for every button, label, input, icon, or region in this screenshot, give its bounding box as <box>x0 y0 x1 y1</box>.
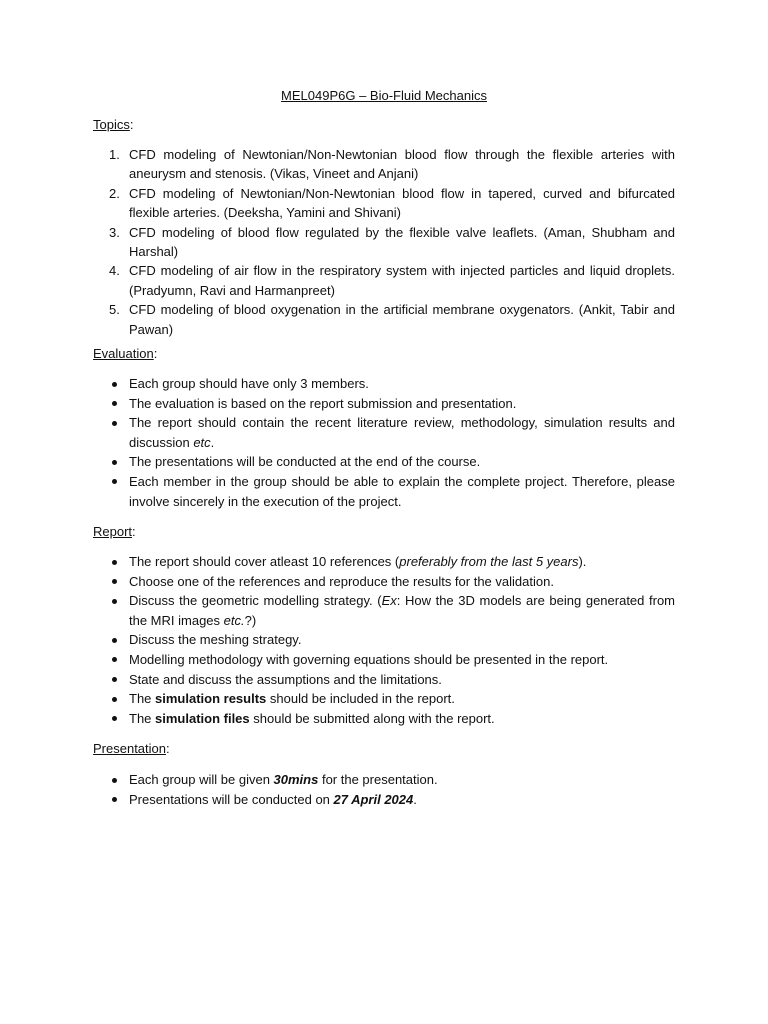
bullet-icon <box>112 401 117 406</box>
topic-text: CFD modeling of Newtonian/Non-Newtonian blood flow in tapered, curved and bifurcated flexible arteries. (Deeksha, Yamini and Shivani) <box>129 185 675 221</box>
report-item <box>93 552 675 572</box>
presentation-text: . <box>413 791 417 807</box>
bullet-icon <box>112 460 117 465</box>
topic-number: 3. <box>109 224 120 240</box>
presentation-text: Presentations will be conducted on <box>129 791 334 807</box>
evaluation-list <box>93 374 675 511</box>
evaluation-text: . <box>210 434 215 450</box>
bullet-icon <box>112 421 117 426</box>
topic-number: 4. <box>109 263 120 279</box>
bullet-icon <box>112 778 117 783</box>
topic-item <box>93 184 675 223</box>
evaluation-item <box>93 413 675 452</box>
report-text: ?) <box>244 612 257 628</box>
bullet-icon <box>112 599 117 604</box>
evaluation-item <box>93 472 675 511</box>
presentation-text-bold-italic: 30mins <box>273 772 319 787</box>
presentation-heading: Presentation: <box>93 741 170 756</box>
report-text: The <box>129 710 156 726</box>
evaluation-text-italic: etc <box>193 434 211 450</box>
topic-text: CFD modeling of blood flow regulated by the flexible valve leaflets. (Aman, Shubham and Harshal) <box>129 224 675 260</box>
report-text: should be included in the report. <box>266 691 455 707</box>
report-text: : How the 3D models are being generated from the MRI images <box>129 593 675 628</box>
topic-item <box>93 261 675 300</box>
report-text-italic: Ex <box>381 593 397 609</box>
report-item <box>93 670 675 690</box>
evaluation-text: The presentations will be conducted at the end of the course. <box>129 454 481 470</box>
presentation-text: for the presentation. <box>318 772 438 787</box>
evaluation-text: The report should contain the recent literature review, methodology, simulation results and discussion <box>129 415 675 450</box>
report-item <box>93 650 675 670</box>
bullet-icon <box>112 697 117 702</box>
topics-heading-text: Topics <box>93 117 130 132</box>
report-text: ). <box>578 554 587 569</box>
report-list <box>93 552 675 728</box>
report-text: State and discuss the assumptions and the limitations. <box>129 671 442 687</box>
report-text-bold: simulation results <box>155 691 267 707</box>
report-text: Discuss the meshing strategy. <box>129 632 302 648</box>
topic-number: 1. <box>109 147 120 162</box>
presentation-text-bold-italic: 27 April 2024 <box>333 791 414 807</box>
report-text-bold: simulation files <box>155 710 250 726</box>
bullet-icon <box>112 657 117 662</box>
report-item <box>93 689 675 709</box>
report-text: Discuss the geometric modelling strategy. ( <box>129 593 382 609</box>
bullet-icon <box>112 560 117 565</box>
bullet-icon <box>112 479 117 484</box>
presentation-item <box>93 770 675 790</box>
report-item <box>93 709 675 729</box>
document-title: MEL049P6G – Bio-Fluid Mechanics <box>281 88 487 103</box>
topic-text: CFD modeling of air flow in the respiratory system with injected particles and liquid droplets. (Pradyumn, Ravi and Harmanpreet) <box>129 263 675 298</box>
report-text: Modelling methodology with governing equations should be presented in the report. <box>129 651 609 667</box>
bullet-icon <box>112 579 117 584</box>
topic-text: CFD modeling of blood oxygenation in the artificial membrane oxygenators. (Ankit, Tabir and Pawan) <box>129 302 675 337</box>
bullet-icon <box>112 716 117 721</box>
report-text: Choose one of the references and reproduce the results for the validation. <box>129 573 554 589</box>
bullet-icon <box>112 677 117 682</box>
bullet-icon <box>112 638 117 643</box>
report-text: The report should cover atleast 10 references ( <box>129 554 400 569</box>
report-text-italic: preferably from the last 5 years <box>399 554 579 569</box>
evaluation-text: The evaluation is based on the report submission and presentation. <box>129 395 517 411</box>
topics-heading: Topics: <box>93 117 134 132</box>
evaluation-text: Each member in the group should be able to explain the complete project. Therefore, please involve sincerely in the execution of the project. <box>129 473 675 509</box>
report-heading: Report: <box>93 524 136 539</box>
report-item <box>93 572 675 592</box>
evaluation-heading-text: Evaluation <box>93 346 154 361</box>
topic-number: 2. <box>109 185 120 201</box>
evaluation-item <box>93 394 675 414</box>
bullet-icon <box>112 797 117 802</box>
evaluation-heading: Evaluation: <box>93 346 158 361</box>
evaluation-text: Each group should have only 3 members. <box>129 376 369 391</box>
topic-item <box>93 300 675 339</box>
topic-item <box>93 145 675 184</box>
evaluation-item <box>93 374 675 394</box>
evaluation-item <box>93 452 675 472</box>
report-text: should be submitted along with the report. <box>249 710 495 726</box>
presentation-text: Each group will be given <box>129 772 274 787</box>
bullet-icon <box>112 382 117 387</box>
topic-item <box>93 223 675 262</box>
topic-number: 5. <box>109 302 120 318</box>
report-heading-text: Report <box>93 524 133 539</box>
presentation-item <box>93 790 675 810</box>
topics-list <box>93 145 675 339</box>
report-text-italic: etc. <box>223 612 245 628</box>
report-item <box>93 591 675 630</box>
topic-text: CFD modeling of Newtonian/Non-Newtonian blood flow through the flexible arteries with aneurysm and stenosis. (Vikas, Vineet and Anjani) <box>129 147 675 182</box>
report-item <box>93 630 675 650</box>
presentation-heading-text: Presentation <box>93 741 166 756</box>
presentation-list <box>93 770 675 809</box>
report-text: The <box>129 691 156 707</box>
